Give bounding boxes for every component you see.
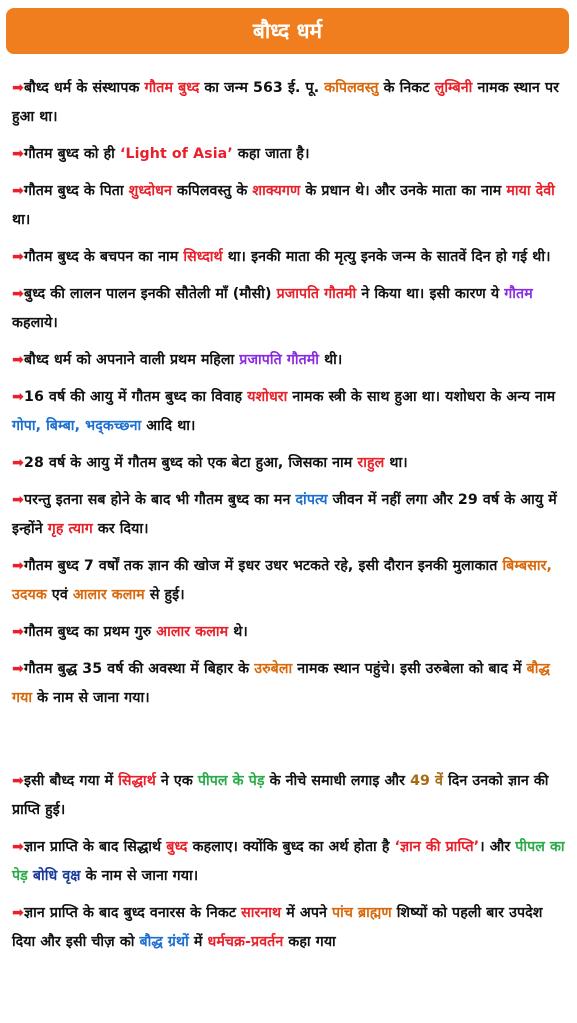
paragraph-text: ज्ञान प्राप्ति के बाद सिद्धार्थ [24, 839, 167, 855]
highlighted-term: शाक्यगण [252, 183, 301, 199]
paragraph-text: के नाम से जाना गया। [80, 868, 199, 884]
fact-paragraph [12, 449, 568, 478]
paragraph-text: एवं [46, 587, 73, 603]
arrow-right-icon: ➡ [12, 352, 24, 368]
fact-paragraph [12, 655, 568, 713]
fact-paragraph [12, 383, 568, 441]
paragraph-text: था। इनकी माता की मृत्यु इनके जन्म के सातवें दिन हो गई थी। [222, 249, 551, 265]
highlighted-term: प्रजापति गौतमी [276, 286, 357, 302]
fact-paragraph [12, 177, 568, 235]
arrow-right-icon: ➡ [12, 183, 24, 199]
highlighted-term: बोधि वृक्ष [32, 868, 81, 884]
paragraph-text: के प्रधान थे। और उनके माता का नाम [300, 183, 507, 199]
arrow-right-icon: ➡ [12, 839, 24, 855]
paragraph-text: में अपने [281, 905, 333, 921]
paragraph-text: बौध्द धर्म को अपनाने वाली प्रथम महिला [24, 352, 240, 368]
highlighted-term: सिद्धार्थ [118, 773, 156, 789]
arrow-right-icon: ➡ [12, 661, 24, 677]
highlighted-term: सिध्दार्थ [183, 249, 223, 265]
highlighted-term: ‘Light of Asia’ [119, 146, 233, 162]
paragraph-text: से हुई। [144, 587, 185, 603]
arrow-right-icon: ➡ [12, 146, 24, 162]
fact-paragraph [12, 767, 568, 825]
highlighted-term: 49 वें [410, 773, 444, 789]
paragraph-text: थी। [319, 352, 343, 368]
paragraph-text: गौतम बुध्द को ही [24, 146, 120, 162]
paragraph-text: कहा गया [283, 934, 336, 950]
paragraph-text: परन्तु इतना सब होने के बाद भी गौतम बुध्द का मन [24, 492, 296, 508]
paragraph-text: 16 वर्ष की आयु में गौतम बुध्द का विवाह [24, 389, 248, 405]
highlighted-term: लुम्बिनी [434, 80, 473, 96]
highlighted-term: गोपा, बिम्बा, भद्कच्छ्ना [12, 418, 142, 434]
paragraph-text: में [188, 934, 208, 950]
paragraph-text: के निकट [378, 80, 435, 96]
fact-paragraph [12, 833, 568, 891]
paragraph-text: दिन उनको ज्ञान की प्राप्ति हुई। [12, 773, 549, 818]
fact-paragraph [12, 618, 568, 647]
arrow-right-icon: ➡ [12, 558, 24, 574]
arrow-right-icon: ➡ [12, 249, 24, 265]
arrow-right-icon: ➡ [12, 905, 24, 921]
highlighted-term: उरुबेला [254, 661, 293, 677]
paragraph-text: ने एक [155, 773, 198, 789]
highlighted-term: गौतम बुध्द [144, 80, 200, 96]
highlighted-term: ‘ज्ञान की प्राप्ति’ [394, 839, 480, 855]
paragraph-text: इसी बौध्द गया में [24, 773, 119, 789]
paragraph-text: गौतम बुद्ध 35 वर्ष की अवस्था में बिहार के [24, 661, 255, 677]
paragraph-text: नामक स्थान पहुंचे। इसी उरुबेला को बाद में [292, 661, 527, 677]
highlighted-term: दांपत्य [295, 492, 328, 508]
paragraph-text: नामक स्त्री के साथ हुआ था। यशोधरा के अन्य नाम [287, 389, 556, 405]
arrow-right-icon: ➡ [12, 286, 24, 302]
fact-paragraph [12, 486, 568, 544]
paragraph-text: बुध्द की लालन पालन इनकी सौतेली माँ (मौसी) [24, 286, 277, 302]
highlighted-term: पीपल के पेड़ [197, 773, 265, 789]
highlighted-term: शुध्दोधन [128, 183, 172, 199]
paragraph-text: जीवन में नहीं लगा और 29 वर्ष के आयु में इन्होंने [12, 492, 557, 537]
paragraph-text: कहलाए। क्योंकि बुध्द का अर्थ होता है [187, 839, 395, 855]
arrow-right-icon: ➡ [12, 80, 24, 96]
highlighted-term: बिम्बसार, उदयक [12, 558, 553, 603]
paragraph-text: के नाम से जाना गया। [32, 690, 150, 706]
highlighted-term: आलार कलाम [156, 624, 229, 640]
paragraph-text: कपिलवस्तु के [171, 183, 253, 199]
highlighted-term: राहुल [357, 455, 385, 471]
fact-paragraph [12, 243, 568, 272]
highlighted-term: बौद्ध ग्रंथों [139, 934, 189, 950]
fact-paragraph [12, 74, 568, 132]
paragraph-text: था। [12, 212, 31, 228]
paragraph-text: था। [384, 455, 408, 471]
page-header [6, 8, 569, 54]
paragraph-text: नामक स्थान पर हुआ था। [12, 80, 560, 125]
paragraph-text: गौतम बुध्द 7 वर्षों तक ज्ञान की खोज में इधर उधर भटकते रहे, इसी दौरान इनकी मुलाकात [24, 558, 503, 574]
highlighted-term: धर्मचक्र-प्रवर्तन [207, 934, 284, 950]
highlighted-term: यशोधरा [247, 389, 288, 405]
fact-paragraph [12, 280, 568, 338]
highlighted-term: बुध्द [166, 839, 188, 855]
arrow-right-icon: ➡ [12, 773, 24, 789]
paragraph-text: थे। [228, 624, 248, 640]
paragraph-text: गौतम बुध्द का प्रथम गुरु [24, 624, 157, 640]
highlighted-term: गृह त्याग [47, 521, 93, 537]
paragraph-text: आदि था। [141, 418, 196, 434]
highlighted-term: प्रजापति गौतमी [239, 352, 320, 368]
fact-paragraph [12, 346, 568, 375]
highlighted-term: पांच ब्राह्मण [332, 905, 392, 921]
highlighted-term: आलार कलाम [72, 587, 145, 603]
highlighted-term: कपिलवस्तु [324, 80, 379, 96]
arrow-right-icon: ➡ [12, 455, 24, 471]
arrow-right-icon: ➡ [12, 389, 24, 405]
paragraph-text: ज्ञान प्राप्ति के बाद बुध्द वनारस के निकट [24, 905, 242, 921]
fact-paragraph [12, 140, 568, 169]
highlighted-term: सारनाथ [241, 905, 282, 921]
paragraph-text: 28 वर्ष के आयु में गौतम बुध्द को एक बेटा हुआ, जिसका नाम [24, 455, 358, 471]
paragraph-text: कर दिया। [92, 521, 149, 537]
paragraph-text: बौध्द धर्म के संस्थापक [24, 80, 145, 96]
paragraph-text: शिष्यों को पहली बार उपदेश दिया और इसी चीज़ को [12, 905, 543, 950]
arrow-right-icon: ➡ [12, 624, 24, 640]
highlighted-term: माया देवी [506, 183, 555, 199]
paragraph-text: गौतम बुध्द के पिता [24, 183, 129, 199]
highlighted-term: बौद्ध गया [12, 661, 550, 706]
paragraph-text: गौतम बुध्द के बचपन का नाम [24, 249, 184, 265]
highlighted-term: पीपल का पेड़ [12, 839, 565, 884]
article-body [12, 74, 568, 965]
page-title: बौध्द धर्म [252, 19, 323, 43]
fact-paragraph [12, 899, 568, 957]
arrow-right-icon: ➡ [12, 492, 24, 508]
paragraph-text: के नीचे समाधी लगाइ और [264, 773, 411, 789]
paragraph-text: का जन्म 563 ई. पू. [199, 80, 325, 96]
paragraph-text: कहलाये। [12, 315, 58, 331]
paragraph-text: । और [479, 839, 516, 855]
fact-paragraph [12, 552, 568, 610]
paragraph-text: कहा जाता है। [232, 146, 310, 162]
paragraph-text: ने किया था। इसी कारण ये [356, 286, 505, 302]
highlighted-term: गौतम [504, 286, 533, 302]
